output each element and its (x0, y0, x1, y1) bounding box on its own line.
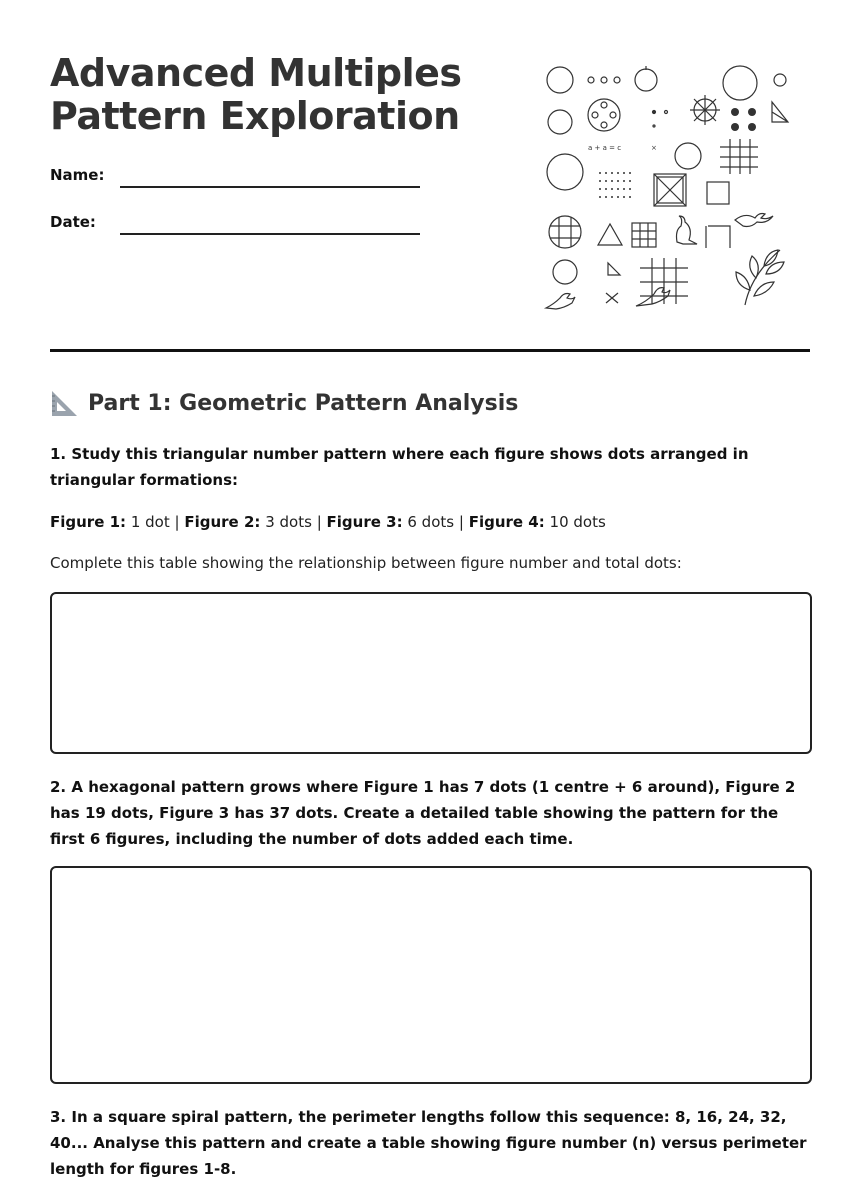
q2-answer-box[interactable] (50, 866, 812, 1084)
q1-figures-line (50, 511, 810, 533)
small-circle-icon (774, 74, 786, 86)
grid-circle-icon (549, 216, 581, 248)
x-mark: × (651, 144, 657, 152)
kangaroo-icon (636, 288, 670, 306)
separator: | (174, 513, 180, 531)
name-field[interactable] (120, 186, 420, 188)
part1-title: Part 1: Geometric Pattern Analysis (88, 390, 519, 416)
header-divider (50, 349, 810, 352)
figure-value: 3 dots (265, 513, 312, 531)
figure-value: 10 dots (549, 513, 606, 531)
circle-icon (548, 110, 572, 134)
worksheet-title (50, 52, 462, 138)
cross-icon (606, 293, 618, 303)
corner-bracket-icon (706, 226, 730, 248)
dot-matrix-icon (599, 172, 631, 198)
circle-icon (675, 143, 701, 169)
q3-prompt: 3. In a square spiral pattern, the perimeter lengths follow this sequence: 8, 16, 24, 32, 40... Analyse this pattern and create a table showing figure number (n) versus perimeter length for figures 1-8. (50, 1108, 807, 1178)
q2-prompt: 2. A hexagonal pattern grows where Figure 1 has 7 dots (1 centre + 6 around), Figure 2 has 19 dots, Figure 3 has 37 dots. Create a detailed table showing the pattern for the first 6 figures, including the number of dots added each time. (50, 778, 796, 848)
separator: | (316, 513, 322, 531)
kangaroo-icon (735, 214, 773, 227)
small-circle-icon (601, 77, 607, 83)
math-doodles-illustration (540, 60, 790, 315)
q1-instruction: Complete this table showing the relationship between figure number and total dots: (50, 554, 682, 572)
compass-star-icon (690, 95, 720, 125)
kangaroo-icon (546, 294, 575, 310)
hash-grid-icon (720, 139, 758, 174)
circle-icon (547, 67, 573, 93)
title-line-2: Pattern Exploration (50, 94, 460, 138)
kangaroo-icon (677, 216, 698, 244)
date-label: Date: (50, 213, 96, 231)
set-square-icon (50, 388, 80, 418)
triangle-ruler-icon (772, 102, 788, 122)
figure-label: Figure 4: (468, 513, 545, 531)
crossed-square-icon (654, 174, 686, 206)
circle-icon (553, 260, 577, 284)
title-line-1: Advanced Multiples (50, 51, 462, 95)
grid-square-icon (632, 223, 656, 247)
triangle-icon (598, 224, 622, 245)
small-circle-icon (614, 77, 620, 83)
name-label: Name: (50, 166, 105, 184)
separator: | (458, 513, 464, 531)
q1-prompt: 1. Study this triangular number pattern where each figure shows dots arranged in triangular formations: (50, 445, 749, 489)
dots-grid-icon (731, 108, 756, 131)
q1-answer-box[interactable] (50, 592, 812, 754)
figure-value: 6 dots (407, 513, 455, 531)
figure-label: Figure 2: (184, 513, 261, 531)
square-icon (707, 182, 729, 204)
large-circle-icon (723, 66, 757, 100)
leaf-branch-icon (736, 250, 784, 305)
coordinate-grid-icon (640, 258, 688, 304)
date-field[interactable] (120, 233, 420, 235)
part1-heading (50, 388, 518, 418)
circle-icon (635, 69, 657, 91)
large-circle-icon (547, 154, 583, 190)
figure-label: Figure 1: (50, 513, 127, 531)
triangle-ruler-icon (608, 263, 620, 275)
equation-doodle: a + a = c (588, 144, 622, 152)
figure-value: 1 dot (130, 513, 170, 531)
dotted-circle-icon (588, 99, 620, 131)
small-circle-icon (588, 77, 594, 83)
figure-label: Figure 3: (326, 513, 403, 531)
